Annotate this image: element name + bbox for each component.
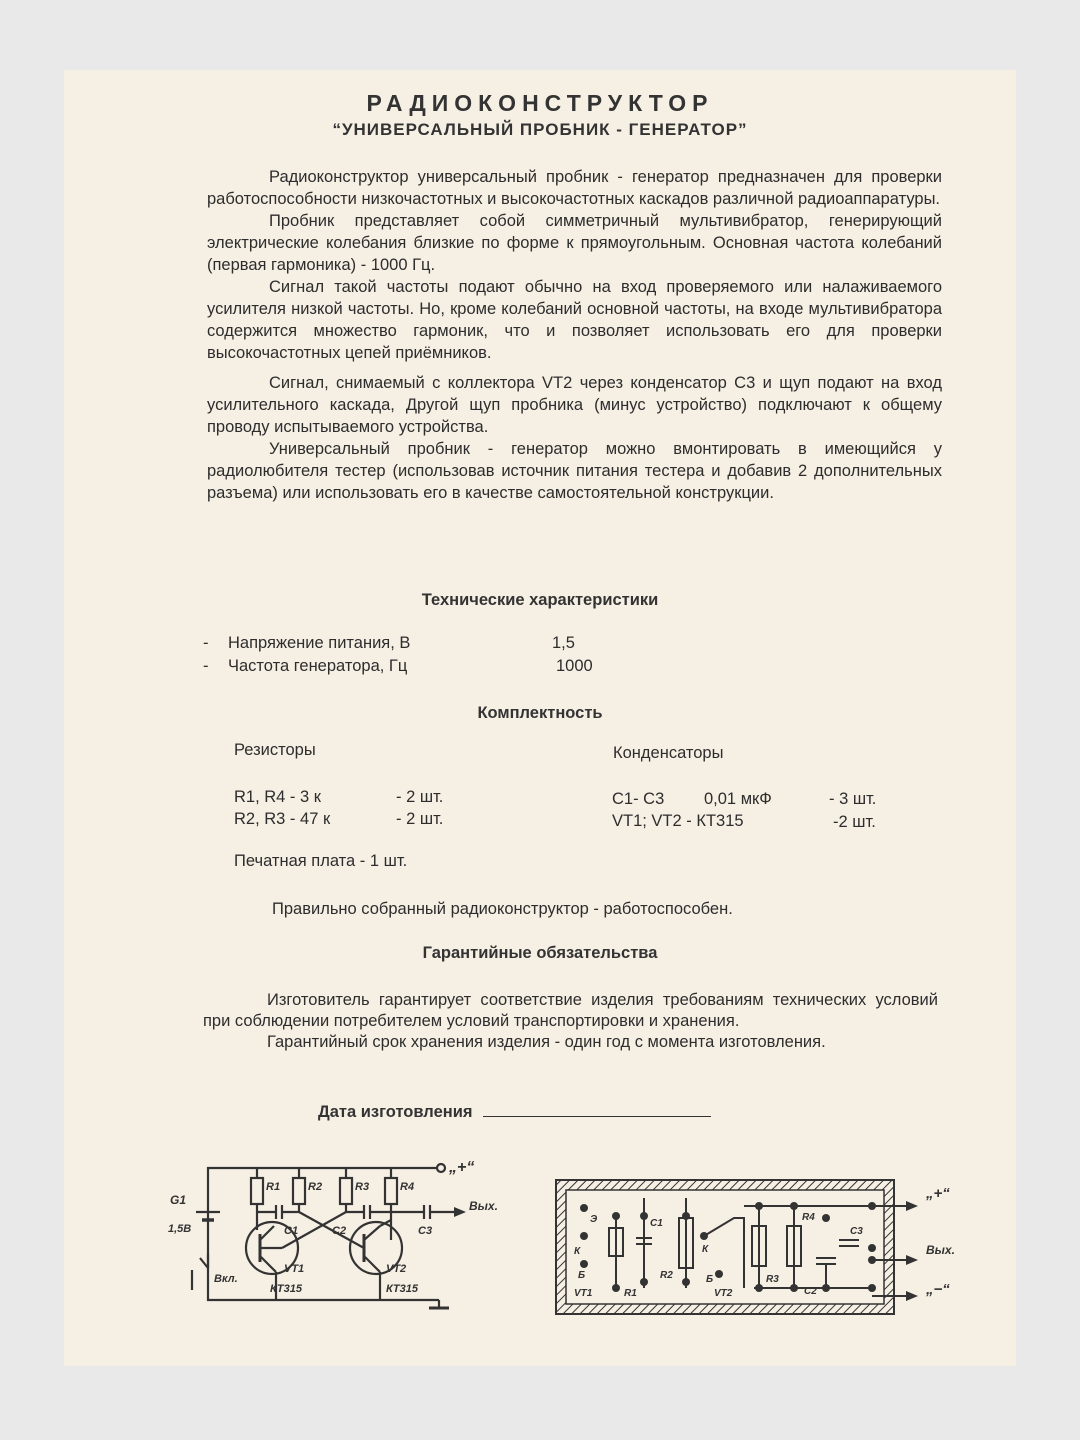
pcb-label-base-2: Б [706,1274,714,1285]
schematic-voltage-label: 1,5В [168,1223,192,1235]
spec-name: Частота генератора, Гц [228,657,408,675]
specs-heading: Технические характеристики [421,591,659,609]
pcb-label-r1: R1 [624,1288,637,1299]
pcb-label-r4: R4 [802,1212,815,1223]
pcb-label-c3: C3 [850,1226,863,1237]
schematic-r3-label: R3 [355,1181,370,1193]
intro-paragraph-4: Сигнал, снимаемый с коллектора VT2 через конденсатор С3 и щуп подают на вход усилительного каскада, Другой щуп пробника (минус устройство) подключают к общему проводу испытываемого устройства. [207,374,942,436]
spec-value: 1,5 [552,634,575,652]
transistor-qty: -2 шт. [833,813,876,831]
schematic-g1-label: G1 [170,1193,187,1207]
pcb-label-vt2: VT2 [714,1288,733,1299]
resistor-qty: - 2 шт. [396,788,444,806]
intro-paragraph-3: Сигнал такой частоты подают обычно на вход проверяемого или налаживаемого усилителя низкой частоты. Но, кроме колебаний основной частоты, на входе мультивибратора содержится множество гармоник, что и позволяет использовать его для проверки высокочастотных цепей приёмников. [207,278,942,362]
resistors-label: Резисторы [234,741,316,759]
transistor-name: VT1; VT2 - КТ315 [612,812,744,830]
schematic-vt2-part: КТ315 [386,1283,418,1295]
schematic-plus-label: „+“ [449,1159,475,1176]
pcb-label-emitter: Э [590,1214,598,1225]
pcb-label-base: Б [578,1270,586,1281]
intro-text [207,166,942,504]
capacitor-name: С1- С3 [612,790,665,808]
schematic-switch-label: Вкл. [214,1273,238,1285]
pcb-item: Печатная плата - 1 шт. [234,852,408,870]
schematic-c2-label: C2 [332,1225,347,1237]
schematic-c1-label: C1 [284,1225,299,1237]
manufacture-date-blank [483,1100,711,1117]
pcb-plus-label: „+“ [926,1185,950,1202]
working-note: Правильно собранный радиоконструктор - работоспособен. [272,900,733,918]
pcb-label-collector-2: К [702,1244,709,1255]
warranty-paragraph-2: Гарантийный срок хранения изделия - один год с момента изготовления. [267,1033,826,1051]
schematic-vt2-label: VT2 [386,1263,407,1275]
warranty-heading: Гарантийные обязательства [422,944,658,962]
pcb-label-collector: К [574,1246,581,1257]
resistor-name: R2, R3 - 47 к [234,810,331,828]
schematic-r2-label: R2 [308,1181,323,1193]
kit-heading: Комплектность [477,704,603,722]
spec-value: 1000 [556,657,593,675]
document-subtitle: “УНИВЕРСАЛЬНЫЙ ПРОБНИК - ГЕНЕРАТОР” [332,120,748,139]
warranty-text [203,990,938,1053]
pcb-label-c1: C1 [650,1218,663,1229]
pcb-out-label: Вых. [926,1243,955,1257]
intro-paragraph-1: Радиоконструктор универсальный пробник - генератор предназначен для проверки работоспособности низкочастотных и высокочастотных каскадов различной радиоаппаратуры. [207,168,942,208]
manufacture-date-label: Дата изготовления [318,1103,473,1121]
pcb-label-c2: C2 [804,1286,817,1297]
spec-dash: - [203,634,209,652]
warranty-paragraph-1: Изготовитель гарантирует соответствие изделия требованиям технических условий при соблюдении потребителем условий транспортировки и хранения. [203,991,938,1030]
document-title: РАДИОКОНСТРУКТОР [366,90,714,116]
schematic-r4-label: R4 [400,1181,415,1193]
intro-paragraph-2: Пробник представляет собой симметричный мультивибратор, генерирующий электрические колебания близкие по форме к прямоугольным. Основная частота колебаний (первая гармоника) - 1000 Гц. [207,212,942,274]
pcb-minus-label: „−“ [926,1281,950,1298]
spec-dash: - [203,657,209,675]
document-sheet [64,70,1016,1366]
pcb-layout-diagram [554,1178,974,1328]
schematic-c3-label: C3 [418,1225,433,1237]
capacitor-value: 0,01 мкФ [704,790,772,808]
schematic-vt1-part: КТ315 [270,1283,302,1295]
schematic-r1-label: R1 [266,1181,281,1193]
capacitor-qty: - 3 шт. [829,790,877,808]
resistor-name: R1, R4 - 3 к [234,788,321,806]
pcb-label-r2: R2 [660,1270,673,1281]
schematic-vt1-label: VT1 [284,1263,305,1275]
schematic-out-label: Вых. [469,1199,498,1213]
circuit-schematic [164,1150,514,1322]
capacitors-label: Конденсаторы [613,744,724,762]
manufacture-date-field [318,1100,711,1122]
intro-paragraph-5: Универсальный пробник - генератор можно вмонтировать в имеющийся у радиолюбителя тестер (использовав источник питания тестера и добавив 2 дополнительных разъема) или использовать его в качестве самостоятельной конструкции. [207,440,942,502]
spec-name: Напряжение питания, В [228,634,411,652]
resistor-qty: - 2 шт. [396,810,444,828]
pcb-label-r3: R3 [766,1274,779,1285]
pcb-label-vt1: VT1 [574,1288,593,1299]
